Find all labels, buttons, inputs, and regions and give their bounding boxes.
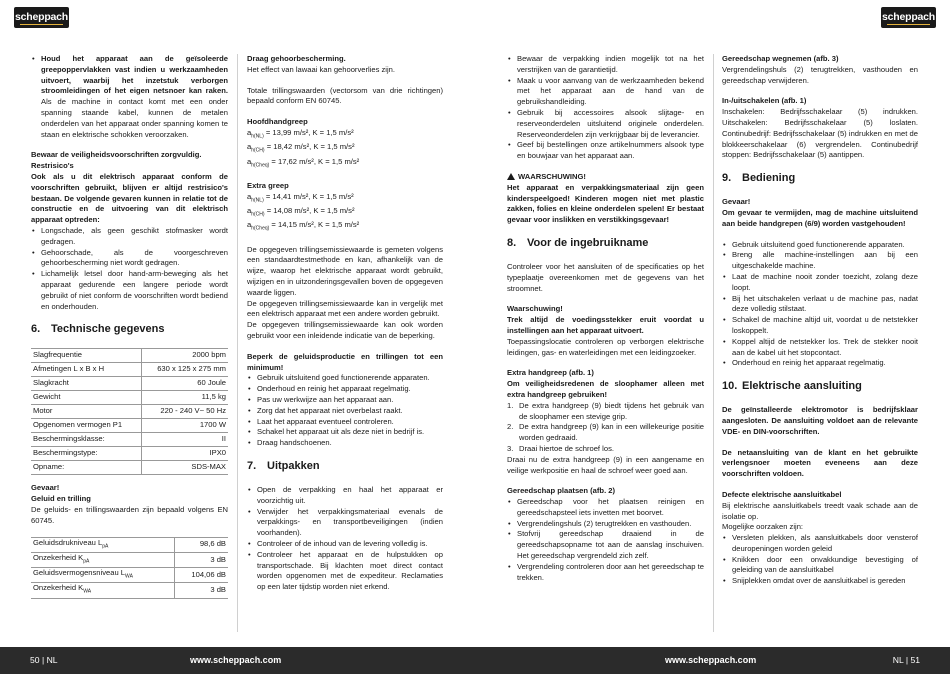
noise-value: 3 dB bbox=[174, 583, 228, 598]
column-divider bbox=[713, 54, 714, 632]
spec-label: Slagkracht bbox=[31, 377, 141, 391]
list-item: • Gehoorschade, als de voorgeschreven gehoorbescherming niet wordt gedragen. bbox=[31, 248, 228, 270]
technical-data-table bbox=[31, 348, 228, 475]
warning-heading: WAARSCHUWING! bbox=[507, 172, 704, 183]
list-item: • Open de verpakking en haal het apparaat er voorzichtig uit. bbox=[247, 485, 443, 507]
warning-text: Het apparaat en verpakkingsmateriaal zijn geen kinderspeelgoed! Kinderen mogen niet met plastic zakken, folies en kleine onderdelen spelen! Er bestaat gevaar voor inslikken en verstikkingsgevaar! bbox=[507, 182, 704, 225]
spec-label: Beschermingstype: bbox=[31, 447, 141, 461]
electric-bold-2: De netaansluiting van de klant en het gebruikte verlengsnoer moeten eveneens aan deze voorschriften voldoen. bbox=[722, 447, 918, 479]
spec-label: Opgenomen vermogen P1 bbox=[31, 419, 141, 433]
table-row bbox=[31, 419, 228, 433]
on-off-heading: In-/uitschakelen (afb. 1) bbox=[722, 96, 807, 106]
list-item: • Knikken door een onvakkundige bevestiging of geleiding van de aansluitkabel bbox=[722, 555, 918, 577]
noise-value: 104,06 dB bbox=[174, 568, 228, 583]
causes-label: Mogelijke oorzaken zijn: bbox=[722, 522, 804, 532]
spec-label: Beschermingsklasse: bbox=[31, 433, 141, 447]
table-row bbox=[31, 568, 228, 583]
packaging-list bbox=[507, 54, 704, 162]
brand-logo-right: scheppach bbox=[881, 7, 936, 28]
warning-2-text: Toepassingslocatie controleren op verborgen elektrische leidingen, gas- en waterleidingen met een leidingzoeker. bbox=[507, 336, 704, 357]
noise-text: De geluids- en trillingswaarden zijn bepaald volgens EN 60745. bbox=[31, 504, 228, 525]
table-row bbox=[31, 447, 228, 461]
spec-label: Opname: bbox=[31, 461, 141, 475]
causes-list bbox=[722, 533, 918, 587]
noise-label: Geluidsdrukniveau $L_{pA}$ bbox=[31, 537, 174, 552]
list-item: • Laat de machine nooit zonder toezicht, zolang deze loopt. bbox=[722, 272, 918, 294]
website-link-right[interactable]: www.scheppach.com bbox=[665, 655, 757, 665]
hearing-protection-text: Het effect van lawaai kan gehoorverlies zijn. bbox=[247, 64, 396, 74]
list-item: • Gebruik uitsluitend goed functionerende apparaten. bbox=[722, 240, 918, 251]
noise-label: Onzekerheid $K_{pA}$ bbox=[31, 552, 174, 567]
vibration-value: $a_{h(NL)} = 13,99$ m/s², K = 1,5 m/s² bbox=[247, 127, 354, 140]
noise-label: Geluidsvermogensniveau $L_{WA}$ bbox=[31, 568, 174, 583]
section-6-title: 6. Technische gegevens bbox=[31, 323, 165, 336]
warning-triangle-icon bbox=[507, 173, 515, 180]
page-left-column-2 bbox=[247, 54, 443, 603]
vibration-value: $a_{h(CH)} = 14,08$ m/s², K = 1,5 m/s² bbox=[247, 206, 355, 218]
list-item: • Koppel altijd de netstekker los. Trek de stekker nooit aan de kabel uit het stopcontact. bbox=[722, 337, 918, 359]
list-item: • Gebruik uitsluitend goed functionerende apparaten. bbox=[247, 373, 443, 384]
table-row bbox=[31, 461, 228, 475]
danger-label: Gevaar! bbox=[31, 483, 60, 493]
list-item: 1. De extra handgreep (9) biedt tijdens het gebruik van de sloophamer een stevige grip. bbox=[507, 400, 704, 421]
extra-handle-bold: Om veiligheidsredenen de sloophamer alleen met extra handgreep gebruiken! bbox=[507, 379, 704, 399]
vibration-para-2: De opgegeven trillingsemissiewaarde kan in vergelijk met een elektrisch apparaat met een andere worden gebruikt. bbox=[247, 298, 443, 319]
list-item: • Bewaar de verpakking indien mogelijk tot na het verstrijken van de garantietijd. bbox=[507, 54, 704, 76]
noise-data-table bbox=[31, 537, 228, 599]
extra-handle-after: Draai nu de extra handgreep (9) in een aangename en veilige werkpositie en haal de schroef weer goed aan. bbox=[507, 454, 704, 475]
limit-noise-list bbox=[247, 373, 443, 449]
spec-value: 60 Joule bbox=[141, 377, 228, 391]
section-10-title: 10. Elektrische aansluiting bbox=[722, 380, 862, 393]
spec-label: Gewicht bbox=[31, 391, 141, 405]
tool-insert-heading: Gereedschap plaatsen (afb. 2) bbox=[507, 486, 616, 496]
danger-label: Gevaar! bbox=[722, 197, 751, 207]
residual-risks-heading: Restrisico's bbox=[31, 161, 74, 171]
vibration-value: $a_{h(Cheq)} = 14,15$ m/s², K = 1,5 m/s² bbox=[247, 220, 360, 232]
vibration-para-3: De opgegeven trillingsemissiewaarde kan ook worden gebruikt voor een inleidende indicatie van de beperking. bbox=[247, 320, 443, 341]
list-item: • Vergrendelingshuls (2) terugtrekken en vasthouden. bbox=[507, 519, 704, 530]
spec-value: II bbox=[141, 433, 228, 447]
list-item: 2. De extra handgreep (9) kan in een willekeurige positie worden gedraaid. bbox=[507, 422, 704, 443]
list-item: • Verwijder het verpakkingsmateriaal evenals de verpakkings- en transportbeveiligingen (indien voorhanden). bbox=[247, 507, 443, 539]
list-item: • Lichamelijk letsel door hand-arm-beweging als het apparaat gedurende een langere periode wordt gebruikt of niet conform de voorschriften wordt bediend en onderhouden. bbox=[31, 269, 228, 312]
list-item: • Pas uw werkwijze aan het apparaat aan. bbox=[247, 395, 443, 406]
column-divider bbox=[237, 54, 238, 632]
website-link-left[interactable]: www.scheppach.com bbox=[190, 655, 282, 665]
main-grip-values bbox=[247, 128, 443, 171]
spec-value: SDS-MAX bbox=[141, 461, 228, 475]
table-row bbox=[31, 377, 228, 391]
page-number-left: 50 | NL bbox=[30, 655, 58, 665]
warning-2-bold: Trek altijd de voedingsstekker eruit voordat u instellingen aan het apparaat uitvoert. bbox=[507, 315, 704, 335]
list-item: 3. Draai hiertoe de schroef los. bbox=[507, 443, 614, 453]
section-8-title: 8. Voor de ingebruikname bbox=[507, 236, 649, 249]
list-item: • Onderhoud en reinig het apparaat regelmatig. bbox=[247, 384, 443, 395]
spec-value: IPX0 bbox=[141, 447, 228, 461]
table-row bbox=[31, 363, 228, 377]
table-row bbox=[31, 537, 228, 552]
list-item: • Versleten plekken, als aansluitkabels door vensterof deuropeningen worden geleid bbox=[722, 533, 918, 555]
residual-risks-intro: Ook als u dit elektrisch apparaat conform de voorschriften gebruikt, blijven er altijd restrisico's bestaan. De volgende gevaren kunnen in relatie tot de constructie en de uitvoering van dit elektrisch apparaat optreden: bbox=[31, 171, 228, 225]
list-item: • Gereedschap voor het plaatsen reinigen en gereedschapsteel iets invetten met boorvet. bbox=[507, 497, 704, 519]
extra-grip-heading: Extra greep bbox=[247, 180, 289, 190]
spec-label: Afmetingen L x B x H bbox=[31, 363, 141, 377]
list-item: • Vergrendeling controleren door aan het gereedschap te trekken. bbox=[507, 562, 704, 584]
page-footer bbox=[0, 647, 950, 674]
control-text: Controleer voor het aansluiten of de specificaties op het typeplaatje overeenkomen met de gegevens van het stroomnet. bbox=[507, 261, 704, 293]
tool-remove-heading: Gereedschap wegnemen (afb. 3) bbox=[722, 54, 839, 63]
table-row bbox=[31, 405, 228, 419]
vibration-para-1: De opgegeven trillingsemissiewaarde is gemeten volgens een standaardtestmethode en kan, afhankelijk van de wijze, waarop het elektrische apparaat wordt gebruikt, wijzigen en in uitzonderingsgevallen boven de opgegeven waarde liggen. bbox=[247, 244, 443, 297]
spec-value: 630 x 125 x 275 mm bbox=[141, 363, 228, 377]
list-item: • Maak u voor aanvang van de werkzaamheden bekend met het apparaat aan de hand van de gebruikshandleiding. bbox=[507, 76, 704, 108]
table-row bbox=[31, 433, 228, 447]
list-item: • Zorg dat het apparaat niet overbelast raakt. bbox=[247, 406, 443, 417]
defect-cable-heading: Defecte elektrische aansluitkabel bbox=[722, 489, 842, 499]
main-grip-heading: Hoofdhandgreep bbox=[247, 117, 308, 127]
spec-value: 2000 bpm bbox=[141, 349, 228, 363]
page-right-column-2 bbox=[722, 54, 918, 597]
hearing-protection-heading: Draag gehoorbescherming. bbox=[247, 54, 346, 63]
spec-value: 11,5 kg bbox=[141, 391, 228, 405]
spec-value: 1700 W bbox=[141, 419, 228, 433]
vibration-value: $a_{h(Cheq)} = 17,62$ m/s², K = 1,5 m/s² bbox=[247, 156, 360, 169]
vibration-value: $a_{h(CH)} = 18,42$ m/s², K = 1,5 m/s² bbox=[247, 142, 355, 154]
on-off-text: Inschakelen: Bedrijfsschakelaar (5) indrukken. Uitschakelen: Bedrijfsschakelaar (5) loslaten. Continubedrijf: Bedrijfsschakelaar (5) indrukken en met de blokkeerschakelaar (6) vergrendelen. Continubedrijf stoppen: Bedrijfsschakelaar (5) aantippen. bbox=[722, 107, 918, 160]
list-item: • Geef bij bestellingen onze artikelnummers alsook type en bouwjaar van het apparaat aan. bbox=[507, 140, 704, 162]
list-item: • Controleer of de inhoud van de levering volledig is. bbox=[247, 539, 443, 550]
warning-2-heading: Waarschuwing! bbox=[507, 304, 563, 314]
danger-text: Om gevaar te vermijden, mag de machine uitsluitend aan beide handgrepen (6/9) worden vastgehouden! bbox=[722, 207, 918, 228]
brand-logo-left: scheppach bbox=[14, 7, 69, 28]
vibration-value: $a_{h(NL)} = 14,41$ m/s², K = 1,5 m/s² bbox=[247, 191, 354, 204]
limit-noise-heading: Beperk de geluidsproductie en trillingen tot een minimum! bbox=[247, 351, 443, 372]
noise-heading: Geluid en trilling bbox=[31, 494, 91, 504]
list-item: • Laat het apparaat eventueel controleren. bbox=[247, 417, 443, 428]
extra-handle-steps bbox=[507, 401, 704, 455]
keep-instructions-heading: Bewaar de veiligheidsvoorschriften zorgvuldig. bbox=[31, 150, 202, 160]
section-7-title: 7. Uitpakken bbox=[247, 460, 320, 472]
table-row bbox=[31, 583, 228, 598]
tool-remove-text: Vergrendelingshuls (2) terugtrekken, vasthouden en gereedschap verwijderen. bbox=[722, 64, 918, 85]
list-item: • Draag handschoenen. bbox=[247, 438, 443, 449]
list-item: • Breng alle machine-instellingen aan bij een uitgeschakelde machine. bbox=[722, 250, 918, 272]
list-item: • Controleer het apparaat en de hulpstukken op transportschade. Bij klachten moet direct contact worden opgenomen met de expediteur. Reclamaties op een later tijdstip worden niet erkend. bbox=[247, 550, 443, 593]
extra-grip-values bbox=[247, 192, 443, 235]
table-row bbox=[31, 391, 228, 405]
list-item: • Longschade, als geen geschikt stofmasker wordt gedragen. bbox=[31, 226, 228, 248]
operation-list bbox=[722, 240, 918, 370]
list-item: • Schakel de machine altijd uit, voordat u de netstekker loskoppelt. bbox=[722, 315, 918, 337]
tool-insert-list bbox=[507, 497, 704, 583]
page-right-column-1 bbox=[507, 54, 704, 593]
section-9-title: 9. Bediening bbox=[722, 172, 796, 185]
extra-handle-heading: Extra handgreep (afb. 1) bbox=[507, 368, 594, 378]
table-row bbox=[31, 552, 228, 567]
electric-bold-1: De geïnstalleerde elektromotor is bedrijfsklaar aangesloten. De aansluiting voldoet aan de relevante VDE- en DIN-voorschriften. bbox=[722, 405, 918, 436]
spec-label: Motor bbox=[31, 405, 141, 419]
list-item: • Houd het apparaat aan de geïsoleerde greepoppervlakken vast indien u werkzaamheden uitvoert, waarbij het inzetstuk verborgen stroomleidingen of het eigen netsnoer kan raken. Als de machine in contact komt met een onder spanning staande kabel, kunnen de metalen onderdelen van het apparaat onder spanning komen te staan en elektrische schokken veroorzaken. bbox=[31, 54, 228, 140]
list-item: • Schakel het apparaat uit als deze niet in bedrijf is. bbox=[247, 427, 443, 438]
total-vibration-text: Totale trillingswaarden (vectorsom van drie richtingen) bepaald conform EN 60745. bbox=[247, 85, 443, 106]
spec-value: 220 - 240 V~ 50 Hz bbox=[141, 405, 228, 419]
noise-label: Onzekerheid $K_{WA}$ bbox=[31, 583, 174, 598]
list-item: • Bij het uitschakelen verlaat u de machine pas, nadat deze volledig stilstaat. bbox=[722, 294, 918, 316]
list-item: • Gebruik bij accessoires alsook slijtage- en reserveonderdelen uitsluitend originele onderdelen. Reserveonderdelen zijn verkrijgbaar bij de leverancier. bbox=[507, 108, 704, 140]
noise-value: 3 dB bbox=[174, 552, 228, 567]
list-item: • Stofvrij gereedschap draaiend in de gereedschapsopname tot aan de aanslag inschuiven. Het gereedschap vergrendeld zich zelf. bbox=[507, 529, 704, 561]
page-left-column-1 bbox=[31, 54, 228, 607]
residual-risks-list bbox=[31, 226, 228, 312]
noise-value: 98,6 dB bbox=[174, 537, 228, 552]
unpack-list bbox=[247, 485, 443, 593]
defect-cable-text: Bij elektrische aansluitkabels treedt vaak schade aan de isolatie op. bbox=[722, 500, 918, 521]
table-row bbox=[31, 349, 228, 363]
spec-label: Slagfrequentie bbox=[31, 349, 141, 363]
page-number-right: NL | 51 bbox=[892, 655, 920, 665]
list-item: • Snijplekken omdat over de aansluitkabel is gereden bbox=[722, 576, 918, 587]
list-item: • Onderhoud en reinig het apparaat regelmatig. bbox=[722, 358, 918, 369]
